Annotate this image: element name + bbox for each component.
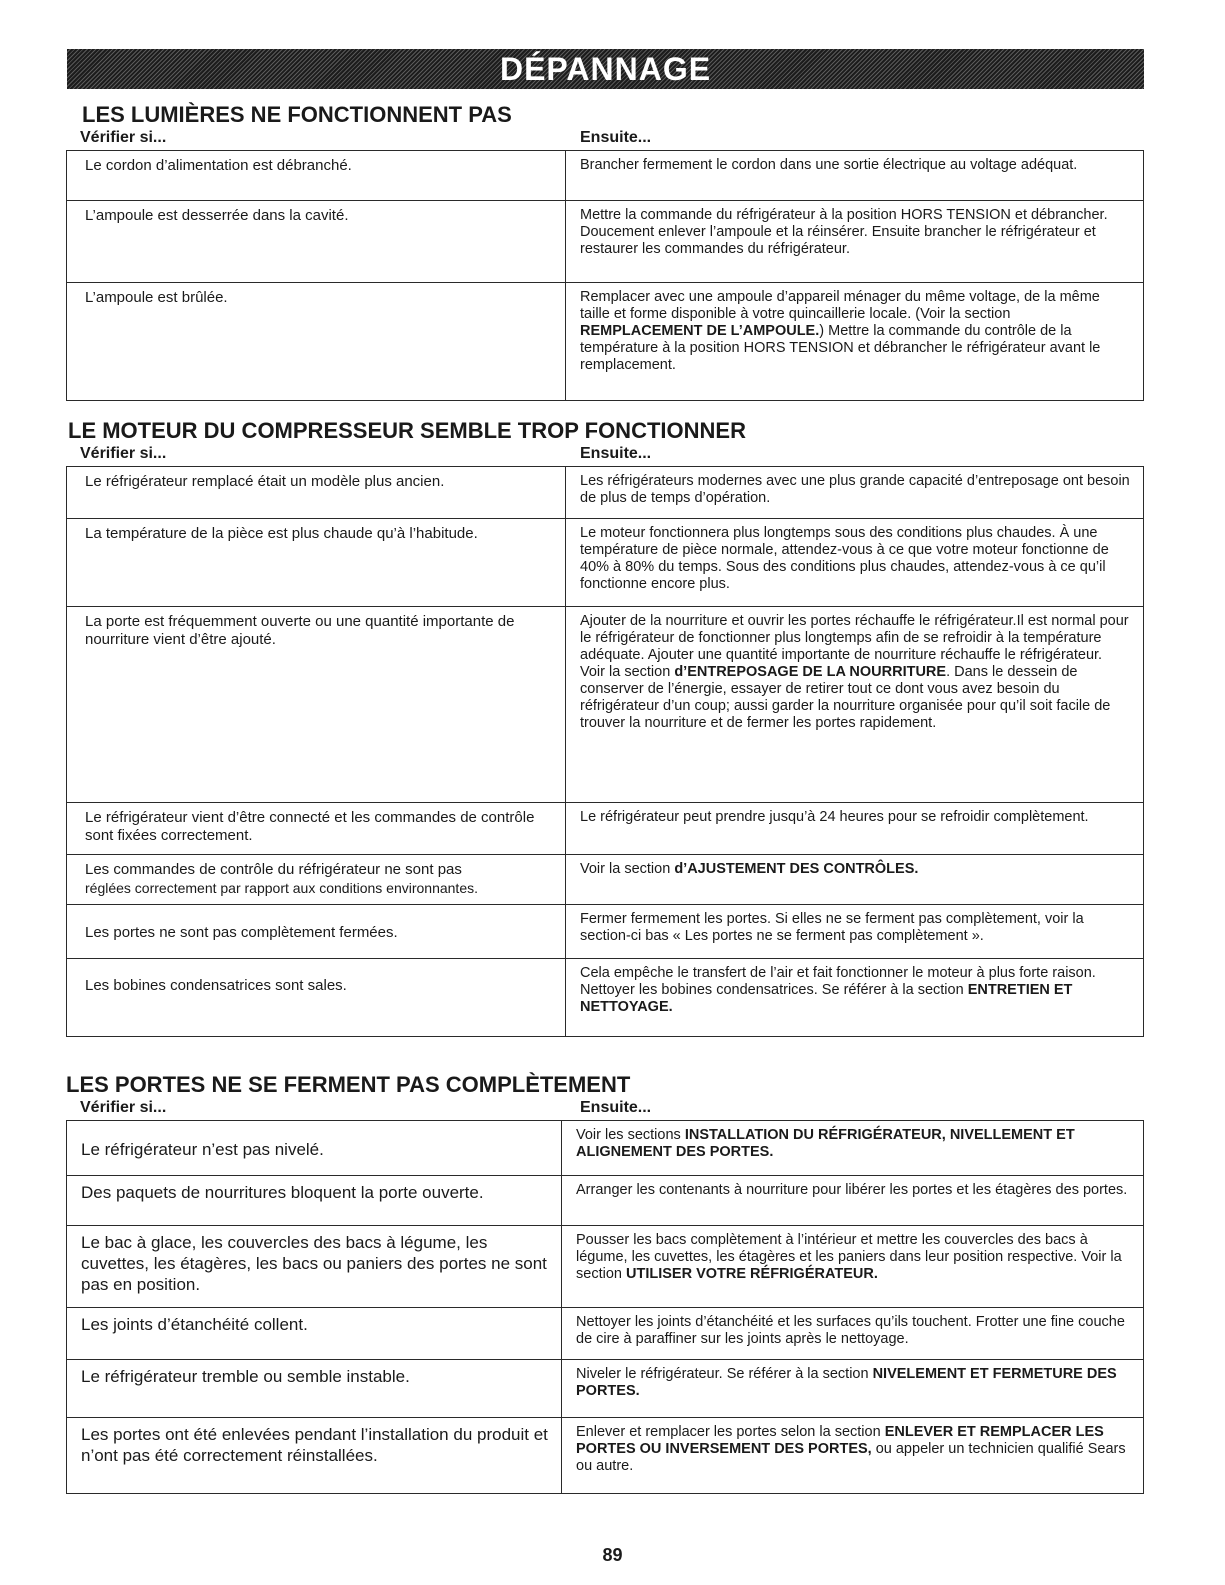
then-text: Voir les sections [576, 1127, 685, 1143]
column-header-check: Vérifier si... [80, 445, 167, 462]
then-text: . Dans le dessein de conserver de l’énergie, essayer de retirer tout ce dont vous avez besoin du réfrigérateur d’un coup; aussi garder la nourriture organisée pour qu’il soit facile de trouver la nourriture et de fermer les portes rapidement. [580, 664, 1111, 731]
then-cell [562, 1360, 1144, 1418]
table-row [67, 1360, 1144, 1418]
check-cell: Le réfrigérateur tremble ou semble instable. [67, 1360, 562, 1418]
then-cell: Nettoyer les joints d’étanchéité et les surfaces qu’ils touchent. Frotter une fine couche de cire à paraffiner sur les joints après le nettoyage. [562, 1308, 1144, 1360]
then-text: Niveler le réfrigérateur. Se référer à la section [576, 1366, 873, 1382]
column-header-then: Ensuite... [580, 129, 652, 146]
table-row [67, 519, 1144, 607]
table-row [67, 1176, 1144, 1226]
then-cell [566, 959, 1144, 1037]
column-header-then: Ensuite... [580, 1099, 652, 1116]
table-row [67, 201, 1144, 283]
check-cell: Les portes ne sont pas complètement fermées. [67, 905, 566, 959]
then-text: Pousser les bacs complètement à l’intérieur et mettre les couvercles des bacs à légume, les cuvettes, les étagères et les paniers dans leur position respective. Voir la section [576, 1232, 1122, 1282]
column-headers [66, 1098, 1146, 1120]
then-text: Ajouter de la nourriture et ouvrir les portes réchauffe le réfrigérateur.Il est normal pour le réfrigérateur de fonctionner plus longtemps afin de se refroidir à la température adéquate. Ajouter une quantité importante de nourriture réchauffe le réfrigérateur. Voir la section [580, 613, 1129, 680]
then-cell [562, 1418, 1144, 1494]
table-row [67, 1308, 1144, 1360]
then-cell: Fermer fermement les portes. Si elles ne se ferment pas complètement, voir la section-ci bas « Les portes ne se ferment pas complètement ». [566, 905, 1144, 959]
check-cell: Les portes ont été enlevées pendant l’installation du produit et n’ont pas été correctement réinstallées. [67, 1418, 562, 1494]
check-cell: Le réfrigérateur vient d’être connecté et les commandes de contrôle sont fixées correctement. [67, 803, 566, 855]
then-cell: Le réfrigérateur peut prendre jusqu’à 24 heures pour se refroidir complètement. [566, 803, 1144, 855]
table-row [67, 283, 1144, 401]
check-text: réglées correctement par rapport aux conditions environnantes. [85, 880, 478, 896]
section-reference: ENTRETIEN ET NETTOYAGE. [580, 982, 1073, 1015]
section-title: LES PORTES NE SE FERMENT PAS COMPLÈTEMENT [66, 1072, 631, 1097]
column-header-check: Vérifier si... [80, 129, 167, 146]
table-row [67, 607, 1144, 803]
table-row [67, 1226, 1144, 1308]
section-reference: d’AJUSTEMENT DES CONTRÔLES. [674, 861, 919, 877]
check-text: Les commandes de contrôle du réfrigérateur ne sont pas [85, 861, 462, 878]
section-compressor [66, 418, 1146, 1037]
table-row [67, 803, 1144, 855]
then-cell: Mettre la commande du réfrigérateur à la position HORS TENSION et débrancher. Doucement enlever l’ampoule et la réinsérer. Ensuite brancher le réfrigérateur et restaurer les commandes du réfrigérateur. [566, 201, 1144, 283]
table-row [67, 959, 1144, 1037]
section-reference: d’ENTREPOSAGE DE LA NOURRITURE [674, 664, 947, 680]
check-cell [67, 855, 566, 905]
troubleshooting-table [66, 150, 1144, 401]
then-cell [562, 1226, 1144, 1308]
then-cell: Arranger les contenants à nourriture pour libérer les portes et les étagères des portes. [562, 1176, 1144, 1226]
table-row [67, 905, 1144, 959]
check-cell: Le bac à glace, les couvercles des bacs à légume, les cuvettes, les étagères, les bacs ou paniers des portes ne sont pas en position. [67, 1226, 562, 1308]
table-row [67, 1121, 1144, 1176]
column-header-then: Ensuite... [580, 445, 652, 462]
then-cell: Brancher fermement le cordon dans une sortie électrique au voltage adéquat. [566, 151, 1144, 201]
section-reference: ENLEVER ET REMPLACER LES PORTES OU INVERSEMENT DES PORTES, [576, 1424, 1104, 1457]
section-reference: INSTALLATION DU RÉFRIGÉRATEUR, NIVELLEMENT ET ALIGNEMENT DES PORTES. [576, 1127, 1075, 1160]
section-reference: UTILISER VOTRE RÉFRIGÉRATEUR. [625, 1266, 878, 1282]
page-header-banner [67, 49, 1144, 89]
then-text: ou appeler un technicien qualifié Sears ou autre. [576, 1441, 1126, 1474]
section-doors [66, 1072, 1146, 1494]
then-cell [562, 1121, 1144, 1176]
section-title: LE MOTEUR DU COMPRESSEUR SEMBLE TROP FONCTIONNER [68, 418, 746, 443]
check-cell: La température de la pièce est plus chaude qu’à l’habitude. [67, 519, 566, 607]
check-cell: Le cordon d’alimentation est débranché. [67, 151, 566, 201]
check-cell: L’ampoule est brûlée. [67, 283, 566, 401]
table-row [67, 855, 1144, 905]
then-cell: Le moteur fonctionnera plus longtemps sous des conditions plus chaudes. À une température de pièce normale, attendez-vous à ce que votre moteur fonctionne de 40% à 80% du temps. Sous des conditions plus chaudes, attendez-vous à ce qu’il fonctionne encore plus. [566, 519, 1144, 607]
table-row [67, 467, 1144, 519]
then-text: Cela empêche le transfert de l’air et fait fonctionner le moteur à plus forte raison. Nettoyer les bobines condensatrices. Se référer à la section [580, 965, 1096, 998]
then-cell [566, 283, 1144, 401]
section-title: LES LUMIÈRES NE FONCTIONNENT PAS [82, 102, 512, 127]
column-header-check: Vérifier si... [80, 1099, 167, 1116]
check-cell: Les joints d’étanchéité collent. [67, 1308, 562, 1360]
then-cell [566, 607, 1144, 803]
troubleshooting-table [66, 1120, 1144, 1494]
check-cell: Le réfrigérateur n’est pas nivelé. [67, 1121, 562, 1176]
then-cell: Les réfrigérateurs modernes avec une plus grande capacité d’entreposage ont besoin de plus de temps d’opération. [566, 467, 1144, 519]
check-cell: La porte est fréquemment ouverte ou une quantité importante de nourriture vient d’être ajouté. [67, 607, 566, 803]
section-lights [66, 102, 1146, 401]
check-cell: Des paquets de nourritures bloquent la porte ouverte. [67, 1176, 562, 1226]
check-cell: Les bobines condensatrices sont sales. [67, 959, 566, 1037]
check-cell: L’ampoule est desserrée dans la cavité. [67, 201, 566, 283]
table-row [67, 1418, 1144, 1494]
column-headers [66, 128, 1146, 150]
section-reference: NIVELEMENT ET FERMETURE DES PORTES. [576, 1366, 1117, 1399]
troubleshooting-table [66, 466, 1144, 1037]
page-header-title: DÉPANNAGE [499, 50, 712, 87]
then-text: Enlever et remplacer les portes selon la section [576, 1424, 885, 1440]
table-row [67, 151, 1144, 201]
then-cell [566, 855, 1144, 905]
then-text: Voir la section [580, 861, 675, 877]
page-number: 89 [602, 1545, 623, 1565]
check-cell: Le réfrigérateur remplacé était un modèle plus ancien. [67, 467, 566, 519]
then-text: ) Mettre la commande du contrôle de la température à la position HORS TENSION et débrancher le réfrigérateur avant le remplacement. [580, 323, 1101, 373]
column-headers [66, 444, 1146, 466]
then-text: Remplacer avec une ampoule d’appareil ménager du même voltage, de la même taille et forme disponible à votre quincaillerie locale. (Voir la section [580, 289, 1100, 322]
section-reference: REMPLACEMENT DE L’AMPOULE. [580, 323, 820, 339]
